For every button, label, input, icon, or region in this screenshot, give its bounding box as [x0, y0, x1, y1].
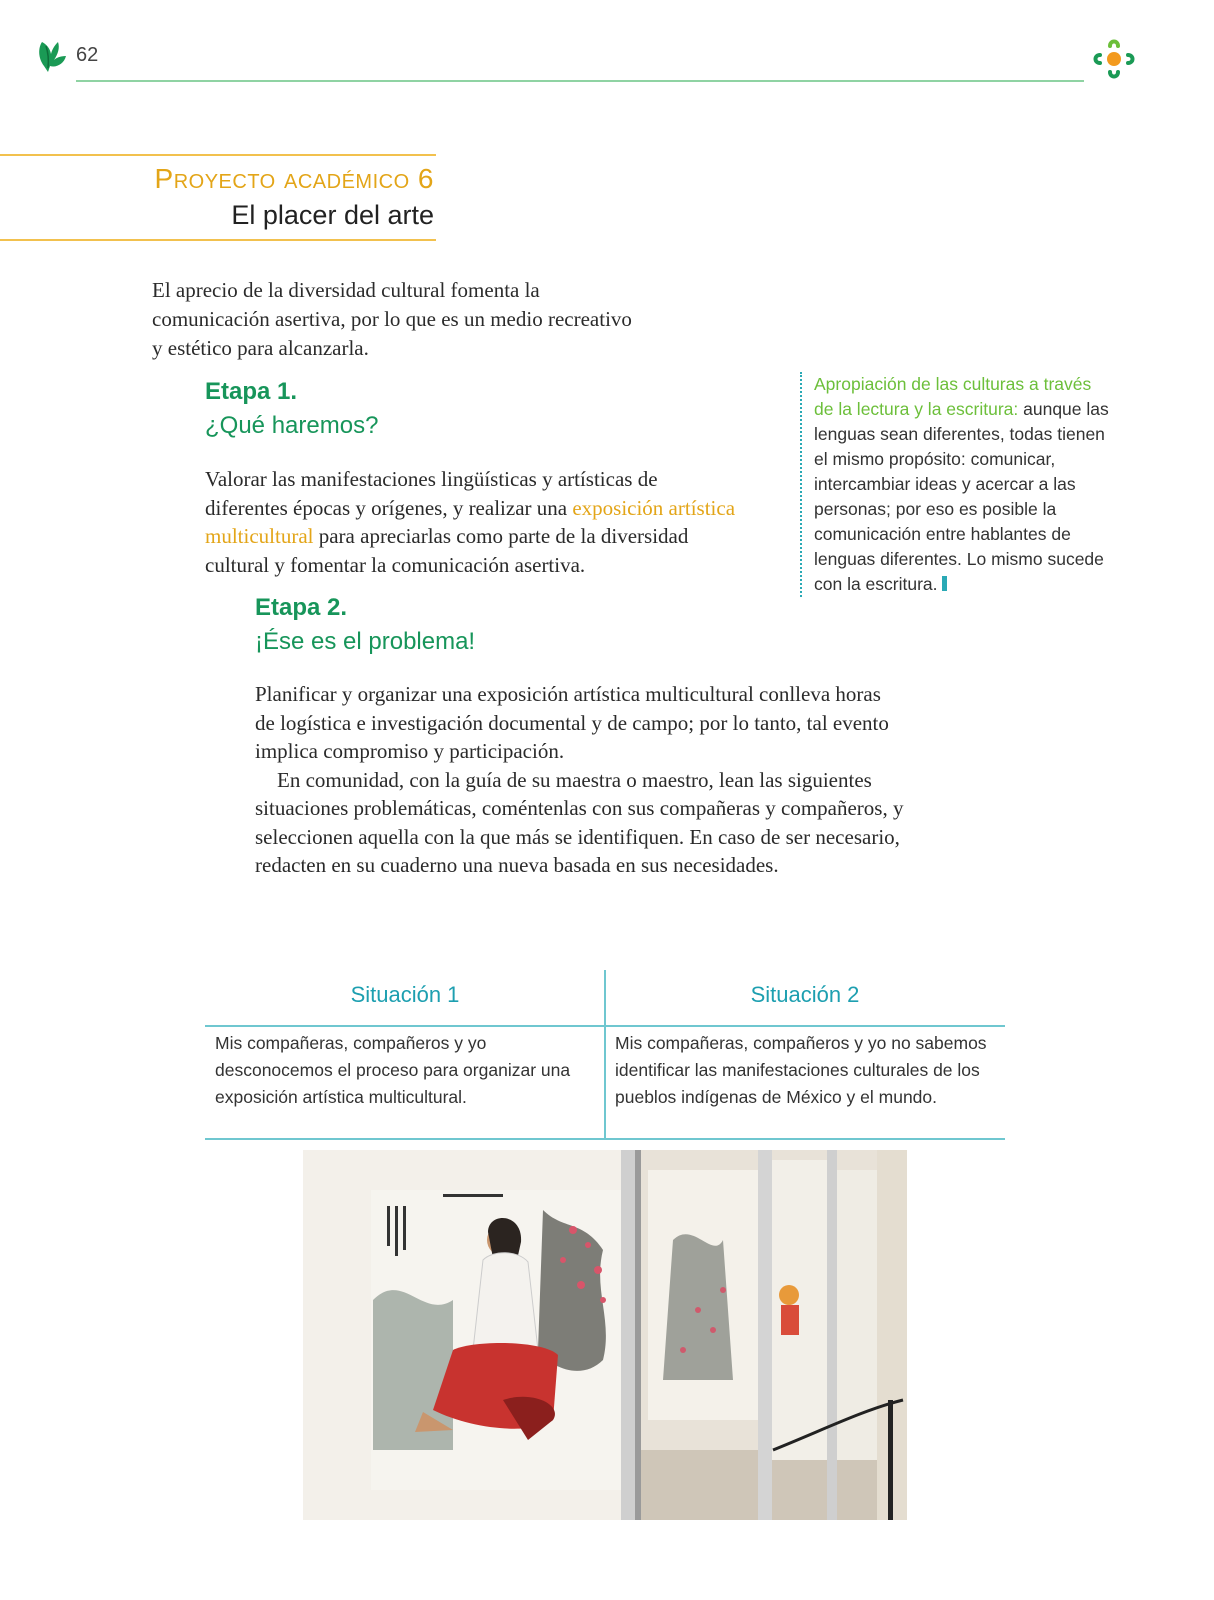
project-rule-top [0, 154, 436, 156]
situation-2-column [605, 970, 1005, 1111]
etapa2-paragraph-2: En comunidad, con la guía de su maestra o maestro, lean las siguientes situaciones problemáticas, coméntenlas con sus compañeras y compañeros, y seleccionen aquella con la que más se identifiquen. En caso de ser necesario, redacten en su cuaderno una nueva basada en sus necesidades. [255, 767, 904, 877]
page-number: 62 [76, 44, 99, 66]
end-mark-icon [942, 576, 947, 591]
sidebar-title: Apropiación de las culturas a través de la lectura y la escritura: [814, 374, 1092, 419]
project-title: El placer del arte [231, 200, 434, 230]
situation-2-text: Mis compañeras, compañeros y yo no sabemos identificar las manifestaciones culturales de los pueblos indígenas de México y el mundo. [615, 1033, 987, 1107]
situation-1-column [205, 970, 605, 1111]
flower-logo-icon [1088, 34, 1140, 84]
etapa2-heading: Etapa 2. [255, 594, 348, 621]
etapa1-highlight: exposición artística multicultural [205, 495, 736, 548]
sidebar-text: aunque las lenguas sean diferentes, todas tienen el mismo propósito: comunicar, intercambiar ideas y acercar a las personas; por eso es posible la comunicación entre hablantes de lenguas diferentes. Lo mismo sucede con la escritura. [814, 399, 1109, 594]
etapa2-paragraph-1: Planificar y organizar una exposición artística multicultural conlleva horas de logística e investigación documental y de campo; por lo tanto, tal evento implica compromiso y participación. [255, 682, 889, 763]
etapa1-paragraph [205, 465, 745, 579]
etapa1-heading: Etapa 1. [205, 378, 298, 405]
etapa1-text-after: para apreciarlas como parte de la diversidad cultural y fomentar la comunicación asertiva. [205, 524, 689, 577]
sidebar-note [800, 372, 1114, 597]
situation-1-heading: Situación 1 [350, 982, 460, 1007]
art-exhibition-photo [303, 1150, 907, 1520]
intro-paragraph: El aprecio de la diversidad cultural fomenta la comunicación asertiva, por lo que es un medio recreativo y estético para alcanzarla. [152, 278, 632, 360]
table-bottom-rule [205, 1138, 1005, 1140]
project-label: Proyecto académico 6 [154, 163, 434, 194]
table-column-divider [604, 970, 606, 1138]
situation-2-heading: Situación 2 [750, 982, 860, 1007]
header-rule [76, 80, 1084, 82]
etapa1-subtitle: ¿Qué haremos? [205, 412, 379, 439]
etapa1-text-before: Valorar las manifestaciones lingüísticas y artísticas de diferentes épocas y orígenes, y realizar una [205, 467, 658, 520]
situation-1-text: Mis compañeras, compañeros y yo desconocemos el proceso para organizar una exposición artística multicultural. [215, 1033, 571, 1107]
project-rule-bottom [0, 239, 436, 241]
etapa2-body [255, 680, 905, 880]
etapa2-subtitle: ¡Ése es el problema! [255, 628, 476, 655]
leaf-logo-icon [36, 38, 68, 74]
